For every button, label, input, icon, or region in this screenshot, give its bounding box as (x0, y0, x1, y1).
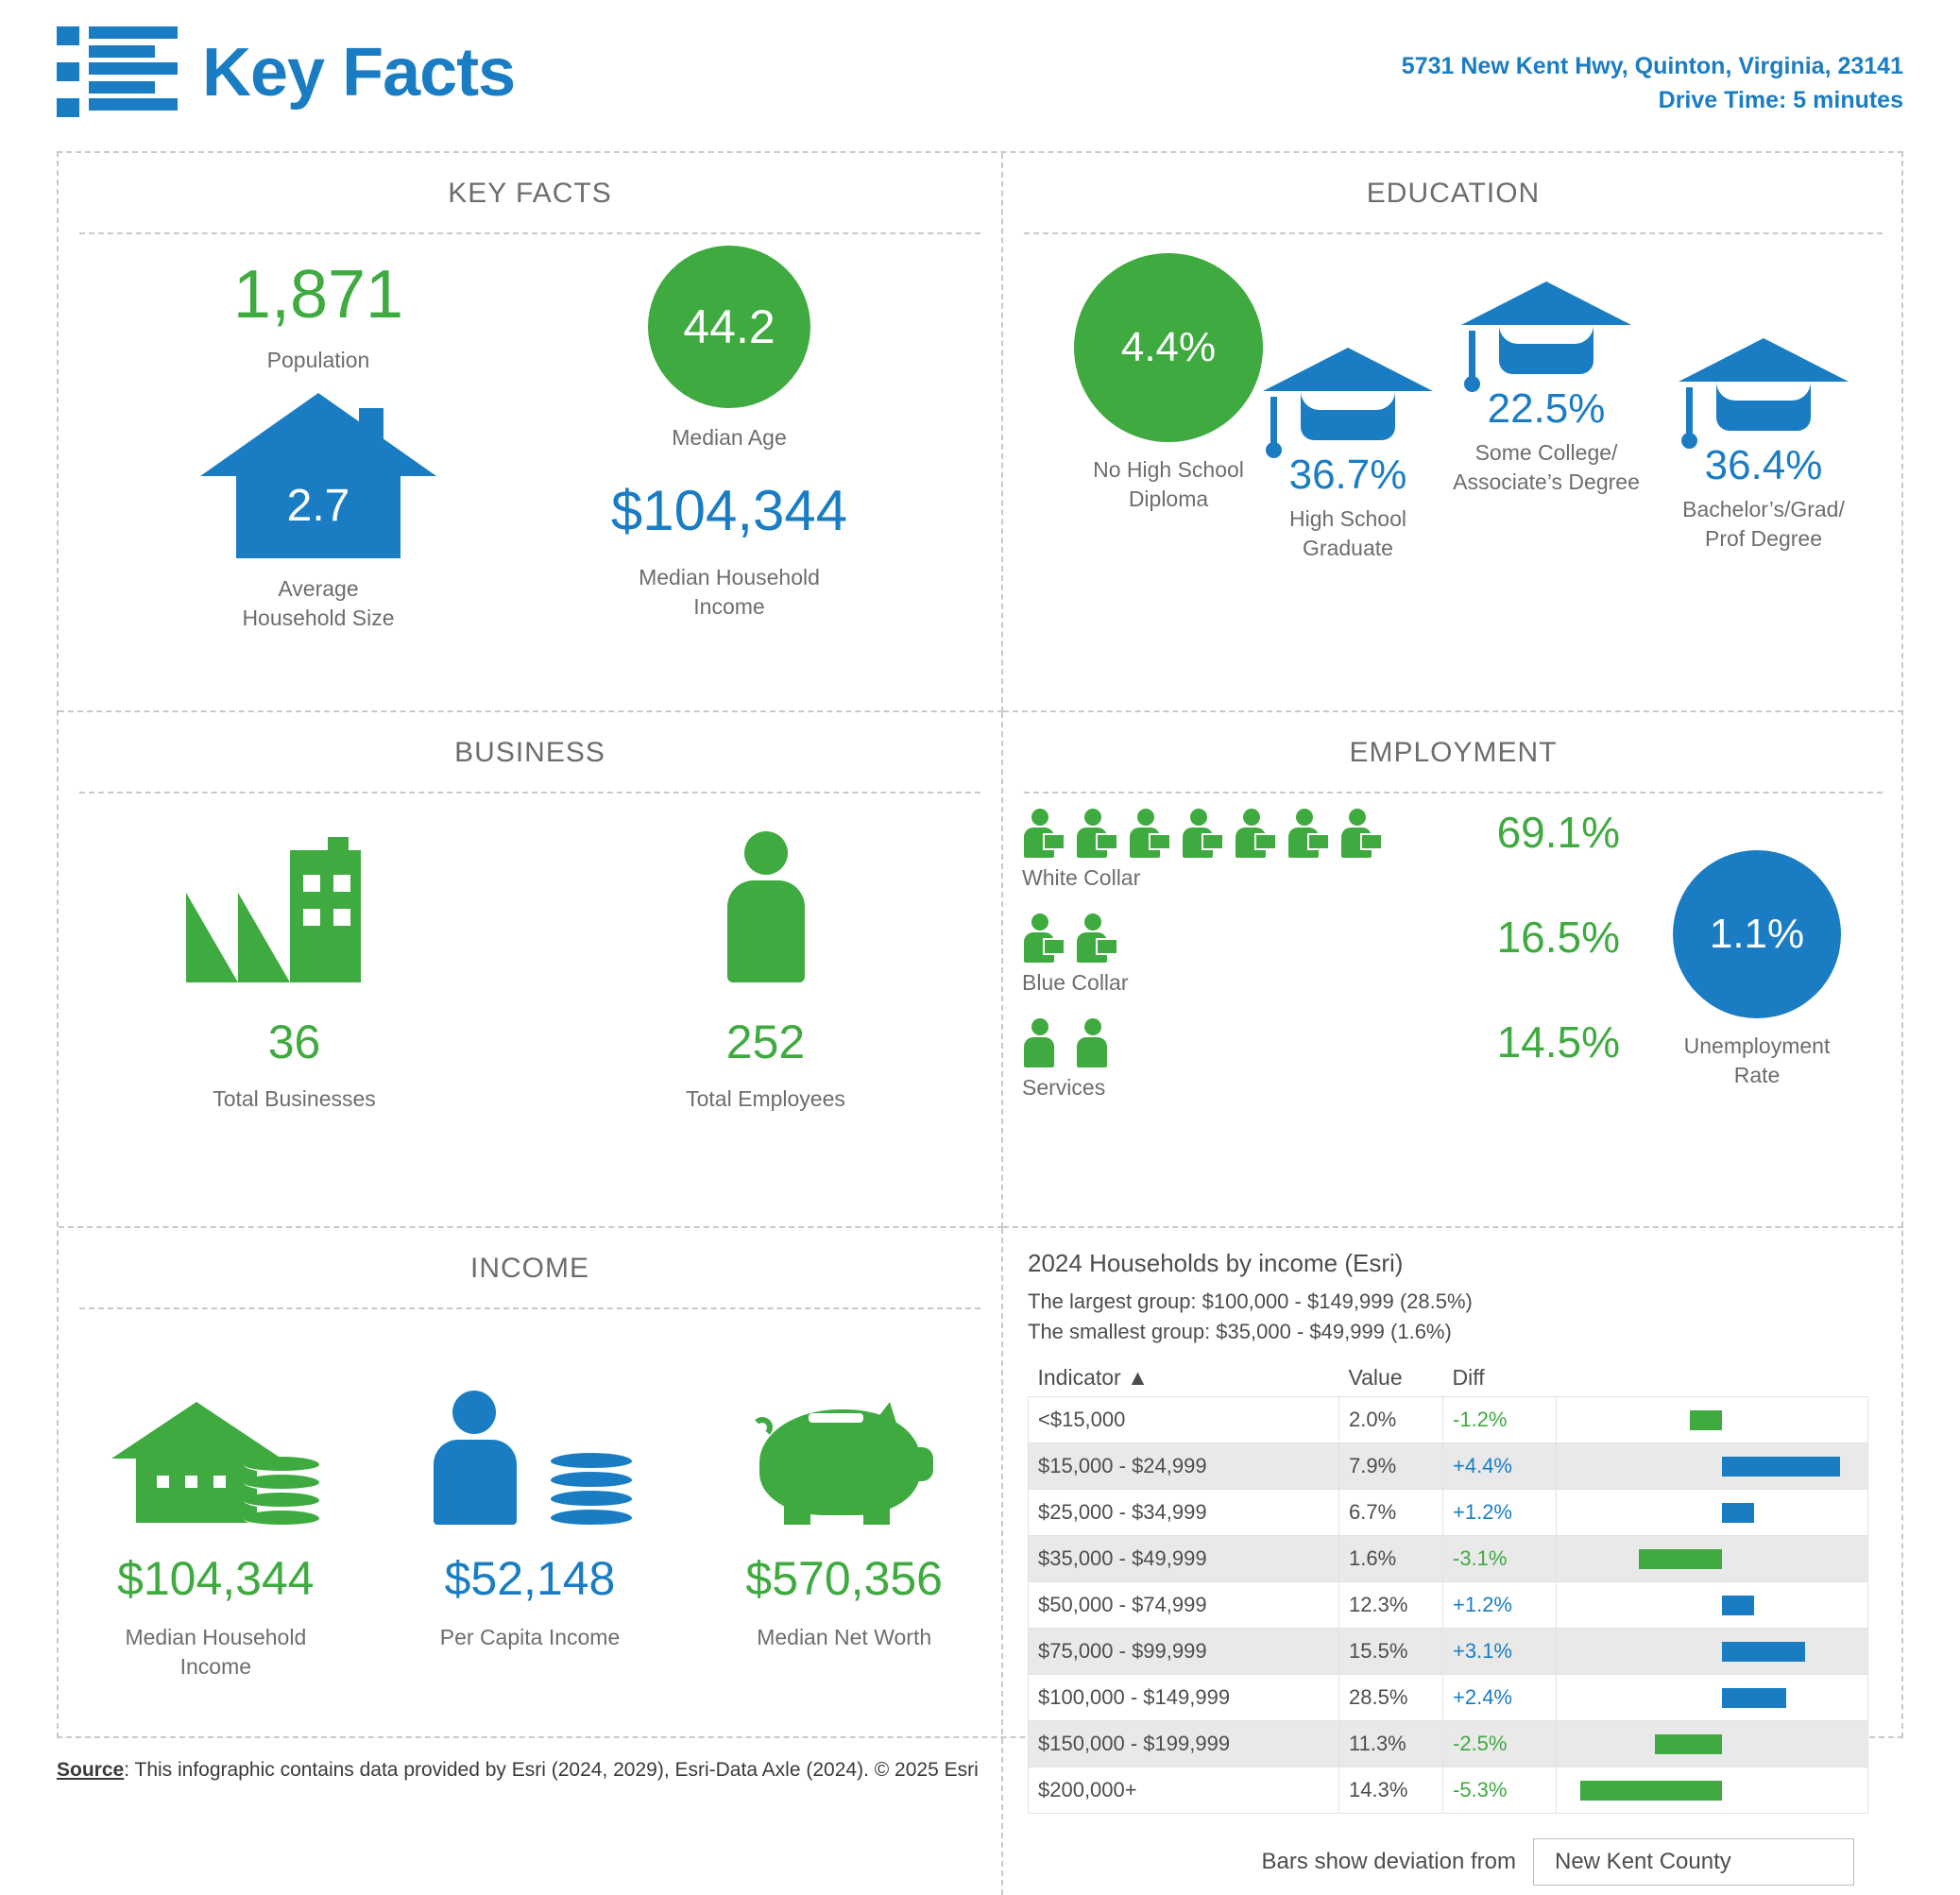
median-household-income-value: $104,344 (117, 1552, 315, 1605)
cell-indicator: $150,000 - $199,999 (1029, 1721, 1339, 1767)
worker-icon (1234, 809, 1277, 858)
source-label: Source (57, 1759, 125, 1781)
deviation-bar (1722, 1642, 1805, 1662)
median-net-worth-label: Median Net Worth (757, 1625, 932, 1649)
population-value: 1,871 (232, 257, 404, 333)
worker-icon (1287, 809, 1330, 858)
cell-indicator: $200,000+ (1029, 1767, 1339, 1814)
total-businesses-stat (59, 794, 530, 1200)
cell-indicator: $75,000 - $99,999 (1029, 1629, 1339, 1675)
median-household-income-stat (59, 1347, 373, 1782)
blue-collar-label: Blue Collar (1022, 970, 1129, 995)
total-businesses-label: Total Businesses (213, 1086, 376, 1111)
business-title: BUSINESS (454, 737, 605, 768)
column-indicator[interactable]: Indicator ▲ (1037, 1365, 1149, 1390)
house-icon (200, 393, 436, 558)
panel-education (1003, 153, 1903, 712)
median-age-stat (573, 246, 885, 452)
some-college-stat (1428, 282, 1664, 497)
cell-indicator: <$15,000 (1029, 1397, 1339, 1443)
cell-indicator: $35,000 - $49,999 (1029, 1536, 1339, 1582)
cell-deviation-bar (1557, 1490, 1868, 1536)
panel-key-facts (59, 153, 1003, 712)
median-income-value: $104,344 (610, 479, 848, 542)
panel-employment (1003, 712, 1903, 1228)
high-school-grad-stat (1239, 348, 1457, 563)
worker-icon (1075, 1018, 1118, 1067)
education-title: EDUCATION (1366, 178, 1541, 209)
deviation-row (1028, 1838, 1854, 1886)
house-coins-icon (111, 1385, 319, 1527)
table-row[interactable] (1029, 1629, 1868, 1675)
total-businesses-value: 36 (267, 1016, 321, 1068)
white-collar-value: 69.1% (1496, 808, 1620, 857)
largest-group-text: The largest group: $100,000 - $149,999 (28.5%) (1028, 1289, 1473, 1313)
person-icon (714, 831, 818, 982)
cell-diff: -5.3% (1443, 1767, 1557, 1814)
median-net-worth-value: $570,356 (745, 1552, 943, 1605)
worker-icon (1022, 913, 1065, 963)
cell-diff: -1.2% (1443, 1397, 1557, 1443)
cell-deviation-bar (1557, 1675, 1868, 1721)
cell-value: 14.3% (1339, 1767, 1443, 1814)
header-left (57, 21, 515, 125)
deviation-bar (1580, 1781, 1722, 1801)
cell-diff: -3.1% (1443, 1536, 1557, 1582)
cell-value: 28.5% (1339, 1675, 1443, 1721)
total-employees-label: Total Employees (686, 1086, 845, 1111)
median-income-stat (550, 480, 909, 622)
cell-diff: +1.2% (1443, 1490, 1557, 1536)
panel-households-by-income (1003, 1228, 1903, 1895)
table-row[interactable] (1029, 1582, 1868, 1629)
cell-value: 11.3% (1339, 1721, 1443, 1767)
worker-icon (1075, 809, 1118, 858)
piggy-bank-icon (750, 1385, 939, 1527)
population-label: Population (266, 348, 370, 372)
deviation-bar (1722, 1688, 1786, 1708)
deviation-bar (1690, 1410, 1722, 1430)
median-household-income-label: Median Household Income (125, 1625, 307, 1680)
cell-diff: -2.5% (1443, 1721, 1557, 1767)
cell-indicator: $15,000 - $24,999 (1029, 1443, 1339, 1490)
cell-deviation-bar (1557, 1721, 1868, 1767)
services-value: 14.5% (1496, 1017, 1620, 1067)
table-row[interactable] (1029, 1443, 1868, 1490)
column-value[interactable]: Value (1348, 1365, 1403, 1390)
high-school-grad-value: 36.7% (1288, 452, 1407, 498)
deviation-label: Bars show deviation from (1261, 1849, 1516, 1874)
table-row[interactable] (1029, 1767, 1868, 1814)
source-text: : This infographic contains data provided by Esri (2024, 2029), Esri-Data Axle (2024). © 2025 Esri (124, 1759, 979, 1781)
high-school-grad-label: High School Graduate (1288, 506, 1407, 561)
smallest-group-text: The smallest group: $35,000 - $49,999 (1.6%) (1028, 1320, 1452, 1343)
per-capita-income-label: Per Capita Income (439, 1625, 621, 1649)
total-employees-value: 252 (725, 1016, 806, 1068)
worker-icon (1339, 809, 1383, 858)
cell-indicator: $50,000 - $74,999 (1029, 1582, 1339, 1629)
cell-value: 1.6% (1339, 1536, 1443, 1582)
worker-icon (1181, 809, 1224, 858)
column-diff[interactable]: Diff (1452, 1365, 1485, 1390)
cell-deviation-bar (1557, 1397, 1868, 1443)
cell-value: 2.0% (1339, 1397, 1443, 1443)
cell-diff: +2.4% (1443, 1675, 1557, 1721)
panel-business (59, 712, 1003, 1228)
white-collar-label: White Collar (1022, 865, 1141, 890)
blue-collar-value: 16.5% (1496, 913, 1620, 962)
location-info (1402, 21, 1903, 118)
cell-deviation-bar (1557, 1443, 1868, 1490)
median-age-label: Median Age (672, 425, 787, 450)
some-college-value: 22.5% (1487, 385, 1606, 432)
deviation-bar (1722, 1457, 1840, 1477)
graduation-cap-icon (1679, 338, 1849, 442)
cell-value: 6.7% (1339, 1490, 1443, 1536)
some-college-label: Some College/ Associate’s Degree (1453, 440, 1640, 495)
header (57, 0, 1903, 151)
drive-time-text: Drive Time: 5 minutes (1658, 87, 1903, 114)
employment-title: EMPLOYMENT (1349, 737, 1558, 768)
cell-deviation-bar (1557, 1582, 1868, 1629)
household-size-value: 2.7 (286, 481, 350, 531)
table-row[interactable] (1029, 1536, 1868, 1582)
person-coins-icon (426, 1385, 634, 1527)
cell-indicator: $25,000 - $34,999 (1029, 1490, 1339, 1536)
cell-diff: +3.1% (1443, 1629, 1557, 1675)
unemployment-stat (1648, 850, 1866, 1090)
household-size-label: Average Household Size (242, 576, 395, 631)
cell-diff: +1.2% (1443, 1582, 1557, 1629)
cell-deviation-bar (1557, 1629, 1868, 1675)
bachelors-value: 36.4% (1704, 442, 1823, 488)
households-table (1028, 1359, 1868, 1814)
panel-income (59, 1228, 1003, 1895)
median-age-value: 44.2 (648, 246, 810, 408)
per-capita-income-value: $52,148 (444, 1552, 616, 1605)
cell-value: 12.3% (1339, 1582, 1443, 1629)
median-income-label: Median Household Income (639, 565, 820, 620)
document-lines-icon (57, 21, 178, 125)
table-row[interactable] (1029, 1397, 1868, 1443)
total-employees-stat (530, 794, 1001, 1200)
cell-value: 7.9% (1339, 1443, 1443, 1490)
unemployment-label: Unemployment Rate (1683, 1033, 1831, 1088)
deviation-bar (1639, 1549, 1722, 1569)
address-text: 5731 New Kent Hwy, Quinton, Virginia, 23141 (1401, 53, 1903, 79)
median-net-worth-stat (687, 1347, 1001, 1782)
table-header-row (1029, 1359, 1868, 1397)
no-high-school-value: 4.4% (1074, 253, 1263, 442)
table-row[interactable] (1029, 1675, 1868, 1721)
cell-diff: +4.4% (1443, 1443, 1557, 1490)
cell-deviation-bar (1557, 1767, 1868, 1814)
deviation-bar (1655, 1734, 1722, 1754)
worker-icon (1075, 913, 1118, 963)
key-facts-title: KEY FACTS (448, 178, 612, 209)
graduation-cap-icon (1263, 348, 1433, 452)
table-row[interactable] (1029, 1490, 1868, 1536)
column-bars (1557, 1359, 1868, 1397)
deviation-value[interactable]: New Kent County (1533, 1838, 1854, 1886)
deviation-bar (1722, 1596, 1754, 1615)
per-capita-income-stat (373, 1347, 688, 1782)
page-title: Key Facts (202, 35, 516, 111)
table-row[interactable] (1029, 1721, 1868, 1767)
no-high-school-label: No High School Diploma (1093, 457, 1244, 512)
income-title: INCOME (470, 1253, 589, 1284)
worker-icon (1128, 809, 1171, 858)
cell-indicator: $100,000 - $149,999 (1029, 1675, 1339, 1721)
households-title: 2024 Households by income (Esri) (1028, 1249, 1404, 1277)
cell-deviation-bar (1557, 1536, 1868, 1582)
deviation-bar (1722, 1503, 1754, 1523)
cell-value: 15.5% (1339, 1629, 1443, 1675)
worker-icon (1022, 809, 1065, 858)
services-label: Services (1022, 1075, 1106, 1100)
factory-icon (186, 841, 403, 982)
no-high-school-stat (1069, 253, 1268, 514)
population-stat (162, 257, 474, 375)
worker-icon (1022, 1018, 1065, 1067)
bachelors-stat (1655, 338, 1872, 554)
unemployment-value: 1.1% (1673, 850, 1841, 1018)
bachelors-label: Bachelor’s/Grad/ Prof Degree (1682, 497, 1845, 552)
graduation-cap-icon (1461, 282, 1631, 385)
